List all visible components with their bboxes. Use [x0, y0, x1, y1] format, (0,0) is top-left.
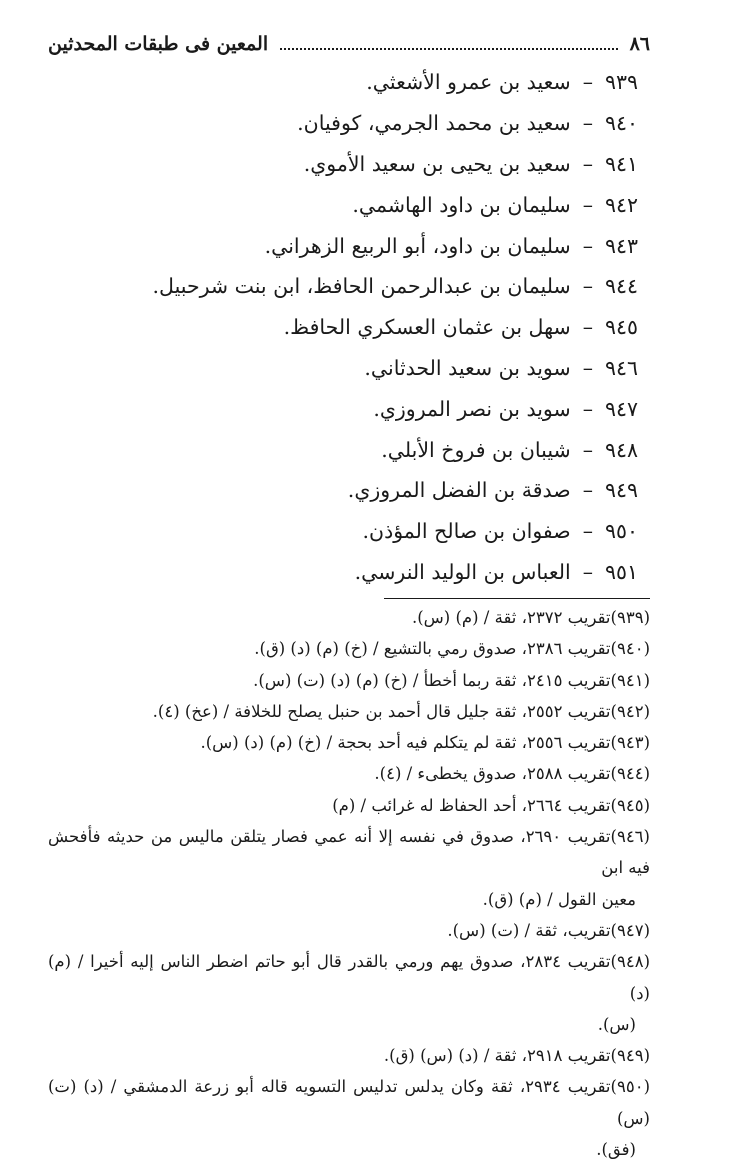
entry-number: ٩٤٤ — [604, 274, 638, 299]
entry-number: ٩٤٠ — [604, 111, 638, 136]
entry-item — [40, 429, 638, 470]
entry-dash: – — [582, 355, 593, 380]
footnote-list — [48, 602, 650, 1165]
entry-dash: – — [582, 519, 593, 544]
entry-list — [40, 62, 638, 592]
entry-dash: – — [582, 233, 593, 258]
entry-item — [40, 62, 638, 103]
entry-text: سليمان بن داود الهاشمي. — [352, 192, 571, 217]
footnote-item — [48, 758, 650, 789]
footnote-separator — [384, 598, 650, 599]
book-title: المعين فى طبقات المحدثين — [48, 33, 269, 55]
entry-item — [40, 348, 638, 389]
entry-number: ٩٤١ — [604, 151, 638, 176]
entry-number: ٩٤٦ — [604, 355, 638, 380]
footnote-text: (٩٤٩)تقريب ٢٩١٨، ثقة / (د) (س) (ق). — [383, 1046, 650, 1066]
entry-item — [40, 184, 638, 225]
footnote-continuation: (فق). — [596, 1140, 636, 1160]
entry-text: سعيد بن يحيى بن سعيد الأموي. — [303, 151, 571, 176]
entry-text: سليمان بن عبدالرحمن الحافظ، ابن بنت شرحبيل. — [152, 274, 571, 299]
entry-dash: – — [582, 151, 593, 176]
header-leader-dots — [280, 47, 617, 50]
entry-number: ٩٤٧ — [604, 396, 638, 421]
footnote-item — [48, 1040, 650, 1071]
entry-item — [40, 103, 638, 144]
page-number: ٨٦ — [629, 33, 650, 55]
entry-item — [40, 388, 638, 429]
footnote-item — [48, 946, 650, 1040]
entry-dash: – — [582, 111, 593, 136]
footnote-text: (٩٤١)تقريب ٢٤١٥، ثقة ربما أخطأ / (خ) (م) (د) (ت) (س). — [253, 670, 650, 690]
footnote-text: (٩٤٦)تقريب ٢٦٩٠، صدوق في نفسه إلا أنه عمي فصار يتلقن ماليس من حديثه فأفحش فيه ابن — [48, 827, 650, 878]
entry-number: ٩٤٩ — [604, 478, 638, 503]
entry-number: ٩٤٥ — [604, 315, 638, 340]
footnote-item — [48, 665, 650, 696]
footnote-item — [48, 602, 650, 633]
entry-text: سليمان بن داود، أبو الربيع الزهراني. — [264, 233, 571, 258]
footnote-text: (٩٥٠)تقريب ٢٩٣٤، ثقة وكان يدلس تدليس التسويه قاله أبو زرعة الدمشقي / (د) (ت) (س) — [48, 1077, 650, 1128]
footnote-item — [48, 727, 650, 758]
entry-number: ٩٥١ — [604, 559, 638, 584]
entry-dash: – — [582, 70, 593, 95]
entry-text: سهل بن عثمان العسكري الحافظ. — [283, 315, 571, 340]
entry-number: ٩٥٠ — [604, 519, 638, 544]
entry-text: صدقة بن الفضل المروزي. — [347, 478, 571, 503]
entry-item — [40, 225, 638, 266]
footnote-text: (٩٣٩)تقريب ٢٣٧٢، ثقة / (م) (س). — [411, 608, 650, 627]
entry-item — [40, 266, 638, 307]
running-header — [48, 33, 650, 55]
entry-dash: – — [582, 559, 593, 584]
entry-text: سويد بن نصر المروزي. — [373, 396, 571, 421]
entry-number: ٩٣٩ — [604, 70, 638, 95]
footnote-item — [48, 1071, 650, 1165]
entry-number: ٩٤٢ — [604, 192, 638, 217]
footnote-text: (٩٤٤)تقريب ٢٥٨٨، صدوق يخطىء / (٤). — [374, 764, 650, 784]
entry-dash: – — [582, 437, 593, 462]
entry-text: العباس بن الوليد النرسي. — [354, 559, 571, 584]
entry-dash: – — [582, 192, 593, 217]
entry-text: شيبان بن فروخ الأبلي. — [381, 437, 571, 462]
entry-text: سعيد بن محمد الجرمي، كوفيان. — [297, 111, 571, 136]
entry-dash: – — [582, 478, 593, 503]
entry-text: سويد بن سعيد الحدثاني. — [364, 355, 571, 380]
entry-item — [40, 552, 638, 593]
footnote-continuation: (س). — [597, 1014, 636, 1034]
entry-item — [40, 511, 638, 552]
entry-number: ٩٤٣ — [604, 233, 638, 258]
footnote-item — [48, 696, 650, 727]
footnote-text: (٩٤٠)تقريب ٢٣٨٦، صدوق رمي بالتشيع / (خ) (م) (د) (ق). — [254, 639, 650, 659]
footnote-text: (٩٤٣)تقريب ٢٥٥٦، ثقة لم يتكلم فيه أحد بحجة / (خ) (م) (د) (س). — [200, 733, 650, 753]
footnote-text: (٩٤٥)تقريب ٢٦٦٤، أحد الحفاظ له غرائب / (م) — [332, 795, 650, 815]
footnote-text: (٩٤٨)تقريب ٢٨٣٤، صدوق يهم ورمي بالقدر قال أبو حاتم اضطر الناس إليه أخيرا / (م) (د) — [48, 952, 650, 1003]
footnote-item — [48, 633, 650, 664]
entry-dash: – — [582, 315, 593, 340]
footnote-text: (٩٤٧)تقريب، ثقة / (ت) (س). — [447, 920, 650, 940]
entry-item — [40, 144, 638, 185]
footnote-item — [48, 790, 650, 821]
entry-dash: – — [582, 274, 593, 299]
entry-text: سعيد بن عمرو الأشعثي. — [366, 70, 571, 95]
entry-item — [40, 307, 638, 348]
entry-item — [40, 470, 638, 511]
entry-dash: – — [582, 396, 593, 421]
entry-number: ٩٤٨ — [604, 437, 638, 462]
footnote-text: (٩٤٢)تقريب ٢٥٥٢، ثقة جليل قال أحمد بن حنبل يصلح للخلافة / (عخ) (٤). — [152, 701, 650, 721]
footnote-item — [48, 821, 650, 915]
footnote-continuation: معين القول / (م) (ق). — [482, 889, 636, 909]
footnote-item — [48, 915, 650, 946]
entry-text: صفوان بن صالح المؤذن. — [362, 519, 571, 544]
